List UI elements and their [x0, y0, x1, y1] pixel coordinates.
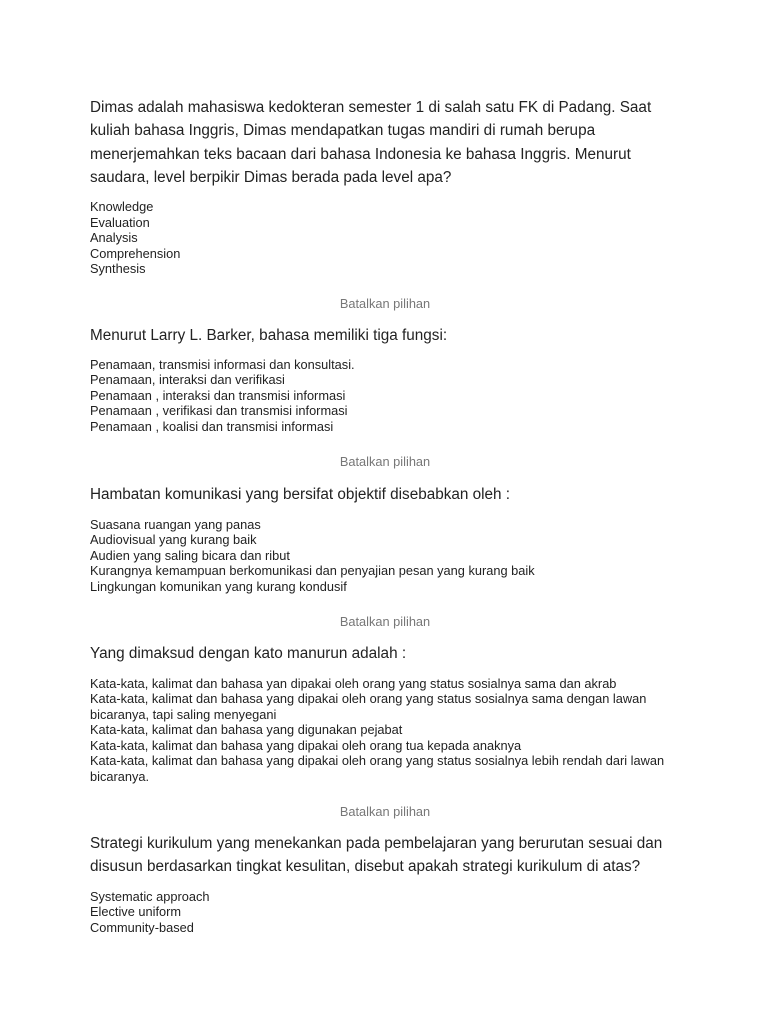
question-4-option-d[interactable]: Kata-kata, kalimat dan bahasa yang dipakai oleh orang tua kepada anaknya: [90, 737, 522, 753]
question-2-option-c[interactable]: Penamaan , interaksi dan transmisi informasi: [90, 387, 346, 403]
question-3: [90, 483, 680, 594]
question-4-option-b[interactable]: Kata-kata, kalimat dan bahasa yang dipakai oleh orang yang status sosialnya sama dengan lawan bicaranya, tapi saling menyegani: [90, 691, 647, 722]
question-5-text: Strategi kurikulum yang menekankan pada pembelajaran yang berurutan sesuai dan disusun berdasarkan tingkat kesulitan, disebut apakah strategi kurikulum di atas?: [90, 835, 663, 876]
question-2-options: [90, 357, 680, 435]
question-5: [90, 832, 680, 935]
question-5-option-systematic-approach[interactable]: Systematic approach: [90, 888, 210, 904]
question-4: [90, 642, 680, 784]
question-3-option-e[interactable]: Lingkungan komunikan yang kurang kondusif: [90, 578, 347, 594]
question-1-text: Dimas adalah mahasiswa kedokteran semester 1 di salah satu FK di Padang. Saat kuliah bahasa Inggris, Dimas mendapatkan tugas mandiri di rumah berupa menerjemahkan teks bacaan dari bahasa Indonesia ke bahasa Inggris. Menurut saudara, level berpikir Dimas berada pada level apa?: [90, 99, 652, 186]
cancel-choice-link-3[interactable]: Batalkan pilihan: [339, 614, 431, 630]
question-3-text: Hambatan komunikasi yang bersifat objektif disebabkan oleh :: [90, 486, 511, 504]
question-4-options: [90, 676, 680, 785]
question-4-option-c[interactable]: Kata-kata, kalimat dan bahasa yang digunakan pejabat: [90, 722, 403, 738]
question-2-option-e[interactable]: Penamaan , koalisi dan transmisi informasi: [90, 418, 334, 434]
cancel-choice-link-1[interactable]: Batalkan pilihan: [339, 295, 431, 311]
question-2-option-a[interactable]: Penamaan, transmisi informasi dan konsultasi.: [90, 356, 355, 372]
question-1-option-evaluation[interactable]: Evaluation: [90, 214, 150, 230]
question-4-text: Yang dimaksud dengan kato manurun adalah :: [90, 645, 407, 663]
cancel-choice-link-4[interactable]: Batalkan pilihan: [339, 804, 431, 820]
question-5-options: [90, 889, 680, 936]
question-1-option-comprehension[interactable]: Comprehension: [90, 245, 181, 261]
question-4-option-a[interactable]: Kata-kata, kalimat dan bahasa yan dipakai oleh orang yang status sosialnya sama dan akrab: [90, 675, 617, 691]
question-1: [90, 96, 680, 277]
question-2-text: Menurut Larry L. Barker, bahasa memiliki tiga fungsi:: [90, 326, 448, 344]
question-5-option-elective-uniform[interactable]: Elective uniform: [90, 904, 182, 920]
question-2-option-d[interactable]: Penamaan , verifikasi dan transmisi informasi: [90, 403, 348, 419]
question-5-option-community-based[interactable]: Community-based: [90, 919, 194, 935]
question-1-option-synthesis[interactable]: Synthesis: [90, 261, 146, 277]
question-1-options: [90, 199, 680, 277]
question-3-options: [90, 517, 680, 595]
question-4-option-e[interactable]: Kata-kata, kalimat dan bahasa yang dipakai oleh orang yang status sosialnya lebih rendah dari lawan bicaranya.: [90, 753, 665, 784]
question-2: [90, 324, 680, 435]
question-1-option-knowledge[interactable]: Knowledge: [90, 199, 154, 215]
question-1-option-analysis[interactable]: Analysis: [90, 230, 138, 246]
question-3-option-a[interactable]: Suasana ruangan yang panas: [90, 516, 261, 532]
question-3-option-c[interactable]: Audien yang saling bicara dan ribut: [90, 547, 290, 563]
question-3-option-d[interactable]: Kurangnya kemampuan berkomunikasi dan penyajian pesan yang kurang baik: [90, 563, 535, 579]
cancel-choice-link-2[interactable]: Batalkan pilihan: [339, 454, 431, 470]
question-2-option-b[interactable]: Penamaan, interaksi dan verifikasi: [90, 372, 285, 388]
quiz-page: [90, 96, 680, 935]
question-3-option-b[interactable]: Audiovisual yang kurang baik: [90, 532, 257, 548]
